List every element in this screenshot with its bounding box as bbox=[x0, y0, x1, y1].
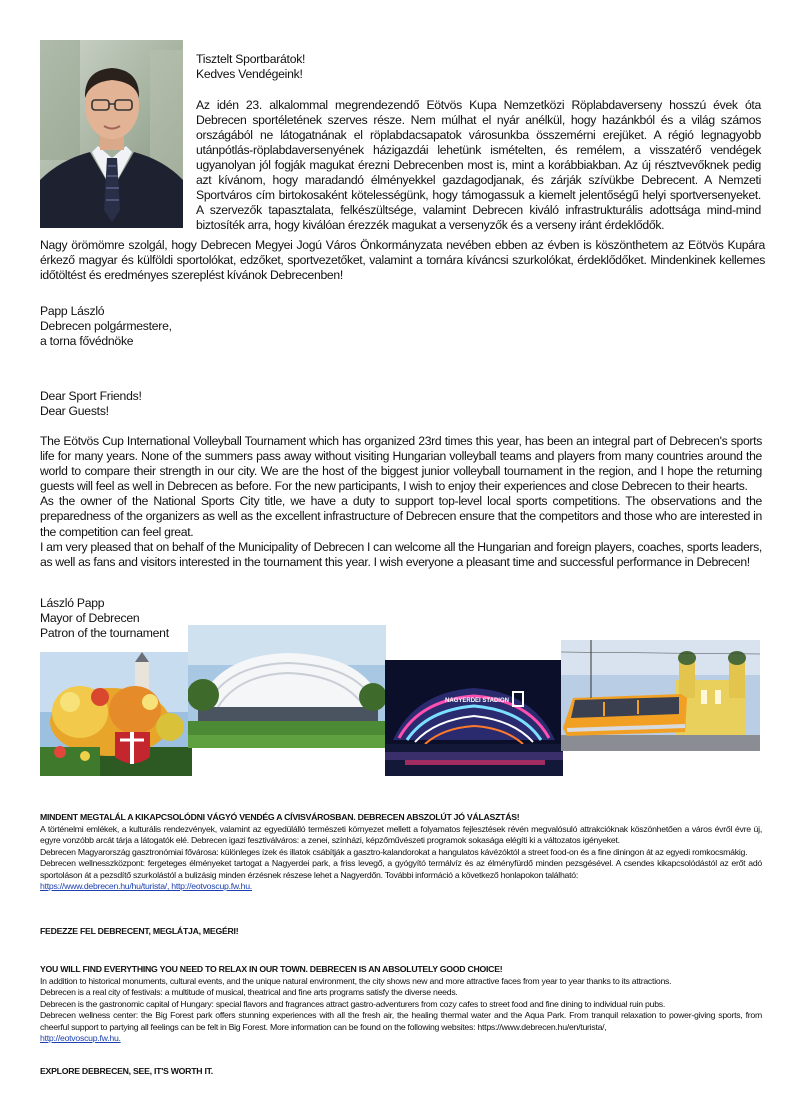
hungarian-greeting-line-1: Tisztelt Sportbarátok! bbox=[196, 52, 306, 66]
english-sign-title: Mayor of Debrecen bbox=[40, 611, 140, 625]
hungarian-promo-links[interactable]: https://www.debrecen.hu/hu/turista/, http://eotvoscup.fw.hu. bbox=[40, 881, 252, 891]
hungarian-promo-paragraph-3: Debrecen wellnesszközpont: fergeteges élményeket tartogat a Nagyerdei park, a friss levegő, a gyógyító termálvíz és az élményfürdő minden pezsgésével. A csendes kikapcsolódástól az erőt adó sportoláson át a pezsdítő szurkolástól a bulizásig minden érzésnek részese lehet a Nagyerdőn. További információ a következő honlapokon található: bbox=[40, 858, 762, 880]
hungarian-promo-paragraph-1: A történelmi emlékek, a kulturális rendezvények, valamint az egyedülálló természeti környezet mellett a folyamatos fejlesztések révén megvalósuló attrakcióknak köszönhetően a város évről évre új, egyre vonzóbb arcát tárja a látogatók elé. Debrecen igazi fesztiválváros: a zenei, színházi, képzőművészeti programok sokasága elégíti ki a változatos igényeket. bbox=[40, 823, 762, 845]
stadium-day-photo bbox=[188, 625, 386, 748]
hungarian-sign-role: a torna fővédnöke bbox=[40, 334, 134, 348]
hungarian-greeting-line-2: Kedves Vendégeink! bbox=[196, 67, 303, 81]
english-greeting-line-2: Dear Guests! bbox=[40, 404, 109, 418]
hungarian-promo bbox=[40, 812, 762, 893]
english-promo-paragraph-2: Debrecen is a real city of festivals: a multitude of musical, theatrical and fine arts programs satisfy the diverse needs. bbox=[40, 987, 458, 997]
hungarian-promo-headline: MINDENT MEGTALÁL A KIKAPCSOLÓDNI VÁGYÓ VENDÉG A CÍVISVÁROSBAN. DEBRECEN ABSZOLÚT JÓ VÁLASZTÁS! bbox=[40, 812, 520, 822]
english-paragraph-1: The Eötvös Cup International Volleyball Tournament which has organized 23rd times this year, has been an integral part of Debrecen's sports life for many years. None of the summers pass away without visiting Hungarian volleyball teams and players from many countries around the world to compare their strength in our city. We are the host of the biggest junior volleyball tournament in the region, and I hope the returning guests will feel as well in Debrecen as before. For the new participants, I wish to enjoy their experiences and close Debrecen to their hearts. bbox=[40, 434, 762, 494]
mayor-portrait bbox=[40, 40, 183, 228]
hungarian-promo-closing: FEDEZZE FEL DEBRECENT, MEGLÁTJA, MEGÉRI! bbox=[40, 926, 239, 936]
english-promo-paragraph-1: In addition to historical monuments, cultural events, and the unique natural environment, the city shows new and more attractive faces from year to year thanks to its attractions. bbox=[40, 975, 672, 986]
english-sign-name: László Papp bbox=[40, 596, 105, 610]
english-promo-paragraph-3: Debrecen is the gastronomic capital of Hungary: special flavors and fragrances attract gastro-adventurers from cozy cafes to street food and fine dining to individual ruin pubs. bbox=[40, 998, 666, 1009]
hungarian-sign-title: Debrecen polgármestere, bbox=[40, 319, 172, 333]
stadium-sign-text: NAGYERDEI STADION bbox=[445, 698, 509, 704]
english-paragraph-3: I am very pleased that on behalf of the Municipality of Debrecen I can welcome all the Hungarian and foreign players, coaches, sports leaders, as well as fans and visitors interested in the tournament this year. I wish everyone a pleasant time and successful performance in Debrecen! bbox=[40, 539, 762, 569]
tram-church-photo bbox=[561, 640, 760, 751]
hungarian-paragraph-1: Az idén 23. alkalommal megrendezendő Eötvös Kupa Nemzetközi Röplabdaverseny hosszú évek óta Debrecen sportéletének szerves része. Nem múlhat el nyár anélkül, hogy hazánkból és a világ számos országából ne látogatnának el röplabdacsapatok városunkba összemérni erejüket. A régió legnagyobb utánpótlás-röplabdaversenyének házigazdái lehetünk ismételten, és remélem, a visszatérő vendégek ugyanolyan jól fogják magukat érezni Debrecenben most is, mint a korábbiakban. Az új résztvevőknek pedig azt kívánom, hogy maradandó élményekkel gazdagodjanak, és zárják szívükbe Debrecent. A Nemzeti Sportváros cím birtokosaként kötelességünk, hogy támogassuk a kiemelt jelentőségű helyi sportversenyeket. A szervezők tapasztalata, felkészültsége, valamint Debrecen kiváló infrastrukturális adottsága mind-mind biztosíték arra, hogy kiválóan érezzék magukat a versenyzők és a verseny iránt érdeklődők. bbox=[196, 98, 761, 232]
hungarian-greeting bbox=[196, 52, 766, 82]
english-paragraph-2: As the owner of the National Sports City title, we have a duty to support top-level local sports competitions. The observations and the preparedness of the organizers as well as the excellent infrastructure of Debrecen ensure that the competitors and those who are interested in the competition can feel great. bbox=[40, 494, 762, 539]
stadium-night-photo bbox=[385, 660, 563, 776]
english-promo bbox=[40, 964, 762, 1045]
hungarian-signature bbox=[40, 304, 340, 349]
english-body bbox=[40, 434, 762, 570]
english-promo-headline: YOU WILL FIND EVERYTHING YOU NEED TO RELAX IN OUR TOWN. DEBRECEN IS AN ABSOLUTELY GOOD CHOICE! bbox=[40, 964, 503, 974]
english-sign-role: Patron of the tournament bbox=[40, 626, 169, 640]
hungarian-sign-name: Papp László bbox=[40, 304, 105, 318]
english-promo-paragraph-4: Debrecen wellness center: the Big Forest park offers stunning experiences with all the fresh air, the healing thermal water and the Aqua Park. From tranquil relaxation to power-giving sports, from cheerful support to partying all feelings can be felt in Big Forest. More information can be found on the following websites: https://www.debrecen.hu/en/turista/, bbox=[40, 1010, 762, 1032]
english-greeting bbox=[40, 389, 440, 419]
english-promo-closing: EXPLORE DEBRECEN, SEE, IT'S WORTH IT. bbox=[40, 1066, 213, 1076]
hungarian-promo-paragraph-2: Debrecen Magyarország gasztronómiai fővárosa: különleges ízek és illatok csábítják a gasztro-kalandorokat a hangulatos kávézóktól a street food-on és a fine diningon át az egyedi romkocsmákig. bbox=[40, 846, 748, 857]
flower-carnival-photo bbox=[40, 652, 192, 776]
hungarian-paragraph-2: Nagy örömömre szolgál, hogy Debrecen Megyei Jogú Város Önkormányzata nevében ebben az évben is köszönthetem az Eötvös Kupára érkező magyar és külföldi sportolókat, edzőket, sportvezetőket, valamint a tornára kíváncsi szurkolókat, érdeklődőket. Mindenkinek kellemes időtöltést és eredményes szereplést kívánok Debrecenben! bbox=[40, 238, 765, 282]
english-greeting-line-1: Dear Sport Friends! bbox=[40, 389, 142, 403]
english-promo-link[interactable]: http://eotvoscup.fw.hu. bbox=[40, 1033, 121, 1043]
